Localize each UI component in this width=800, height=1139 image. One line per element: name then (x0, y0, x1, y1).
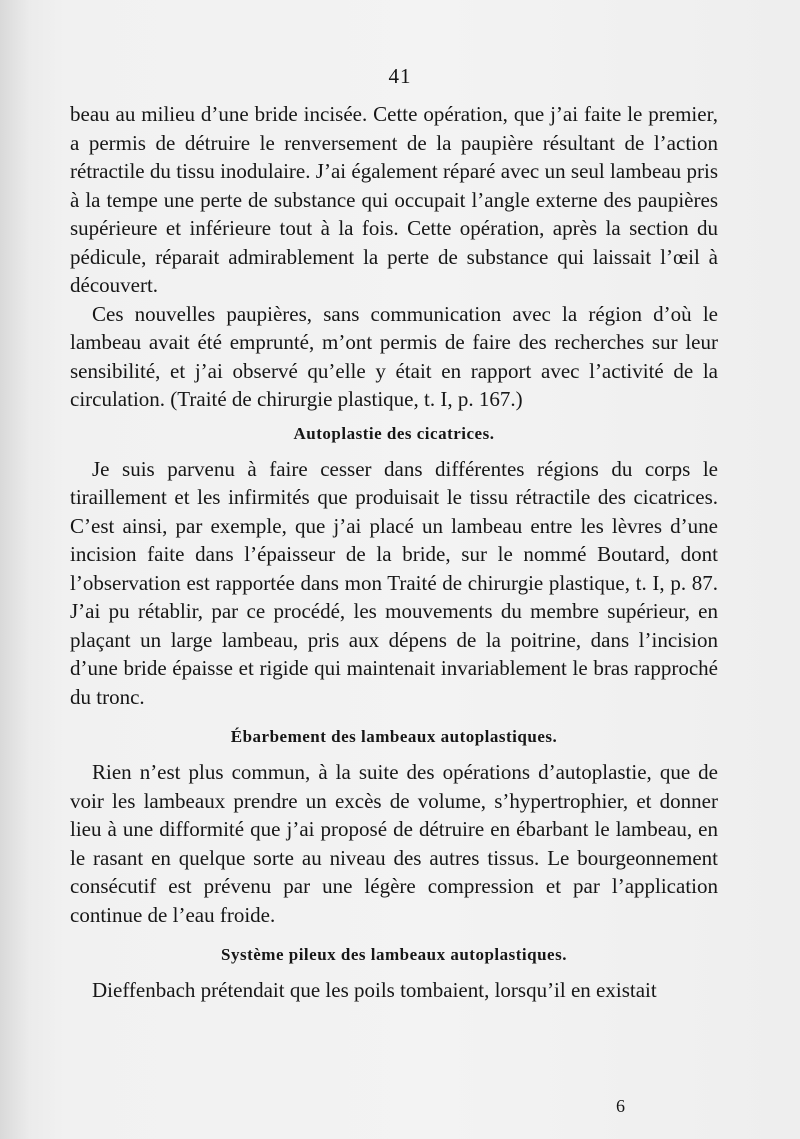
signature-mark: 6 (616, 1096, 625, 1116)
paragraph-continuation: beau au milieu d’une bride incisée. Cette opération, que j’ai faite le premier, a permis de détruire le renversement de la paupière résultant de l’action rétractile du tissu inodulaire. J’ai également réparé avec un seul lambeau pris à la tempe une perte de substance qui occupait l’angle externe des paupières supérieure et inférieure tout à la fois. Cette opération, après la section du pédicule, réparait admirablement la perte de substance qui laissait l’œil à découvert. (70, 102, 718, 297)
section-heading-cicatrices: Autoplastie des cicatrices. (293, 423, 495, 443)
page-binding-shadow (0, 0, 30, 1139)
body-text (70, 100, 718, 1005)
page-number: 41 (388, 64, 412, 88)
section-heading-ebarbement: Ébarbement des lambeaux autoplastiques. (230, 727, 558, 746)
paragraph-dieffenbach: Dieffenbach prétendait que les poils tombaient, lorsqu’il en existait (92, 978, 657, 1002)
section-heading-systeme-pileux: Système pileux des lambeaux autoplastiques. (221, 945, 567, 964)
paragraph-cicatrices: Je suis parvenu à faire cesser dans différentes régions du corps le tiraillement et les infirmités que produisait le tissu rétractile des cicatrices. C’est ainsi, par exemple, que j’ai placé un lambeau entre les lèvres d’une incision faite dans l’épaisseur de la bride, sur le nommé Boutard, dont l’observation est rapportée dans mon Traité de chirurgie plastique, t. I, p. 87. J’ai pu rétablir, par ce procédé, les mouvements du membre supérieur, en plaçant un large lambeau, pris aux dépens de la poitrine, dans l’incision d’une bride épaisse et rigide qui maintenait invariablement le bras rapproché du tronc. (70, 456, 718, 709)
paragraph-eyelids: Ces nouvelles paupières, sans communication avec la région d’où le lambeau avait été emprunté, m’ont permis de faire des recherches sur leur sensibilité, et j’ai observé qu’elle y était en rapport avec l’activité de la circulation. (Traité de chirurgie plastique, t. I, p. 167.) (70, 301, 718, 411)
paragraph-ebarbement: Rien n’est plus commun, à la suite des opérations d’autoplastie, que de voir les lambeaux prendre un excès de volume, s’hypertrophier, et donner lieu à une difformité que j’ai proposé de détruire en ébarbant le lambeau, en le rasant en quelque sorte au niveau des autres tissus. Le bourgeonnement consécutif est prévenu par une légère compression et par l’application continue de l’eau froide. (70, 760, 718, 927)
